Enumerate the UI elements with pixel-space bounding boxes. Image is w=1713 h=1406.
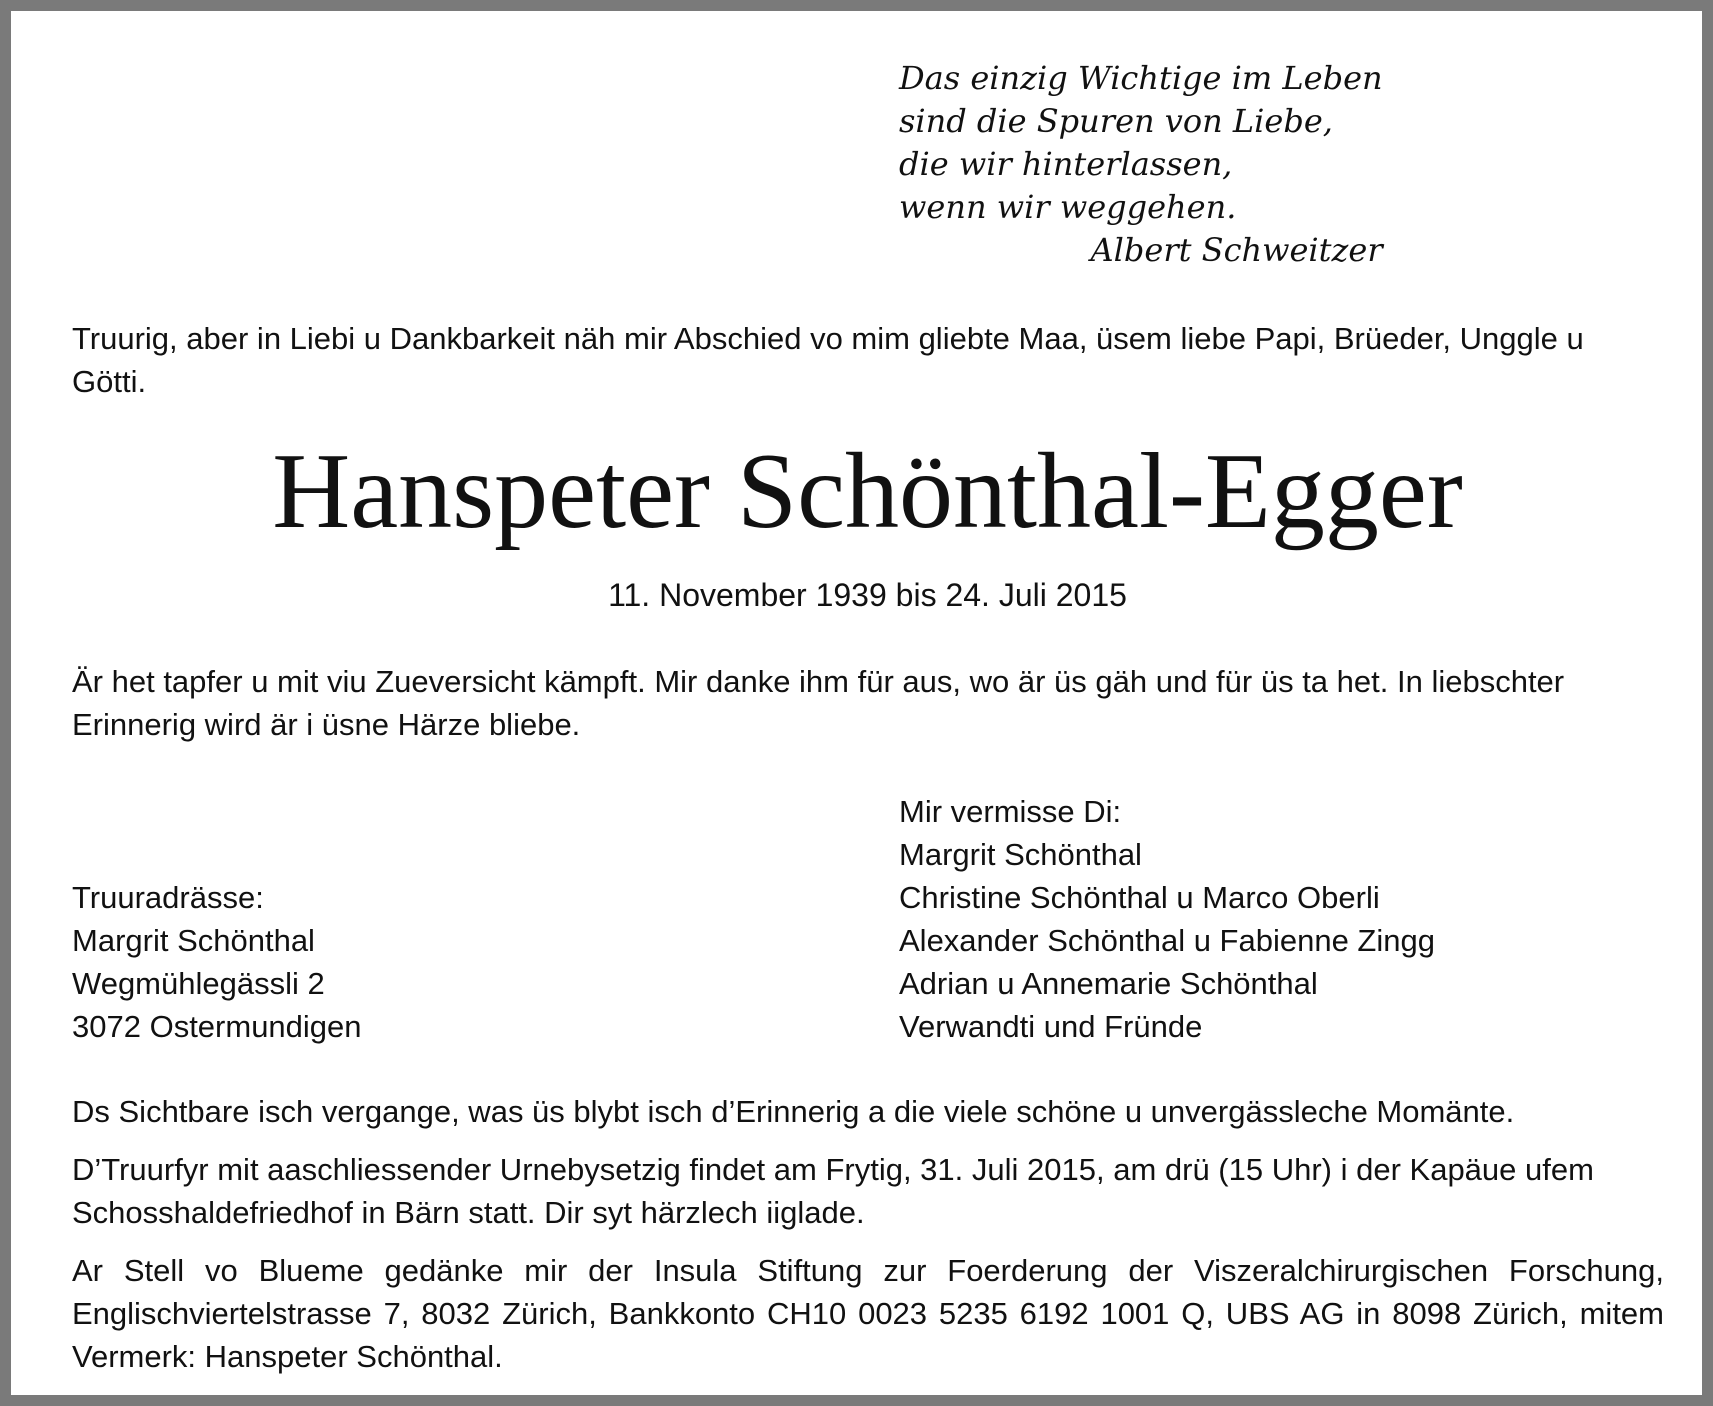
address-heading: Truuradrässe: [72,880,264,915]
funeral-info-text: D’Truurfyr mit aaschliessender Urnebysetzig findet am Frytig, 31. Juli 2015, am drü (15 Uhr) i der Kapäue ufem Schosshaldefriedhof in Bärn statt. Dir syt härzlech iiglade. [72,1152,1594,1230]
mourners-list [899,790,1435,1048]
quote-line: wenn wir weggehen. [899,188,1237,226]
epigraph-quote [899,57,1383,272]
closing-memory-text: Ds Sichtbare isch vergange, was üs blybt isch d’Erinnerig a die viele schöne u unvergässleche Momänte. [72,1094,1515,1129]
mourners-heading: Mir vermisse Di: [899,794,1122,829]
address-line: Margrit Schönthal [72,923,315,958]
quote-line: die wir hinterlassen, [899,145,1233,183]
mourner-name: Christine Schönthal u Marco Oberli [899,880,1380,915]
quote-author: Albert Schweitzer [1090,231,1383,269]
donation-info-text: Ar Stell vo Blueme gedänke mir der Insula Stiftung zur Foerderung der Viszeralchirurgischen Forschung, Englischviertelstrasse 7, 8032 Zürich, Bankkonto CH10 0023 5235 6192 1001 Q, UBS AG in 8098 Zürich, mitem Vermerk: Hanspeter Schönthal. [72,1253,1664,1374]
mourner-name: Alexander Schönthal u Fabienne Zingg [899,923,1435,958]
life-dates: 11. November 1939 bis 24. Juli 2015 [608,577,1127,613]
mourner-name: Adrian u Annemarie Schönthal [899,966,1318,1001]
quote-line: sind die Spuren von Liebe, [899,102,1333,140]
mourner-name: Margrit Schönthal [899,837,1142,872]
address-line: Wegmühlegässli 2 [72,966,325,1001]
tribute-text: Är het tapfer u mit viu Zueversicht kämpft. Mir danke ihm für aus, wo är üs gäh und für üs ta het. In liebschter Erinnerig wird är i üsne Härze bliebe. [72,664,1565,742]
quote-line: Das einzig Wichtige im Leben [899,59,1383,97]
mourner-name: Verwandti und Fründe [899,1009,1203,1044]
mourning-address [72,876,362,1048]
deceased-name: Hanspeter Schönthal-Egger [272,432,1463,551]
address-line: 3072 Ostermundigen [72,1009,362,1044]
intro-text: Truurig, aber in Liebi u Dankbarkeit näh mir Abschied vo mim gliebte Maa, üsem liebe Papi, Brüeder, Unggle u Götti. [72,321,1584,399]
